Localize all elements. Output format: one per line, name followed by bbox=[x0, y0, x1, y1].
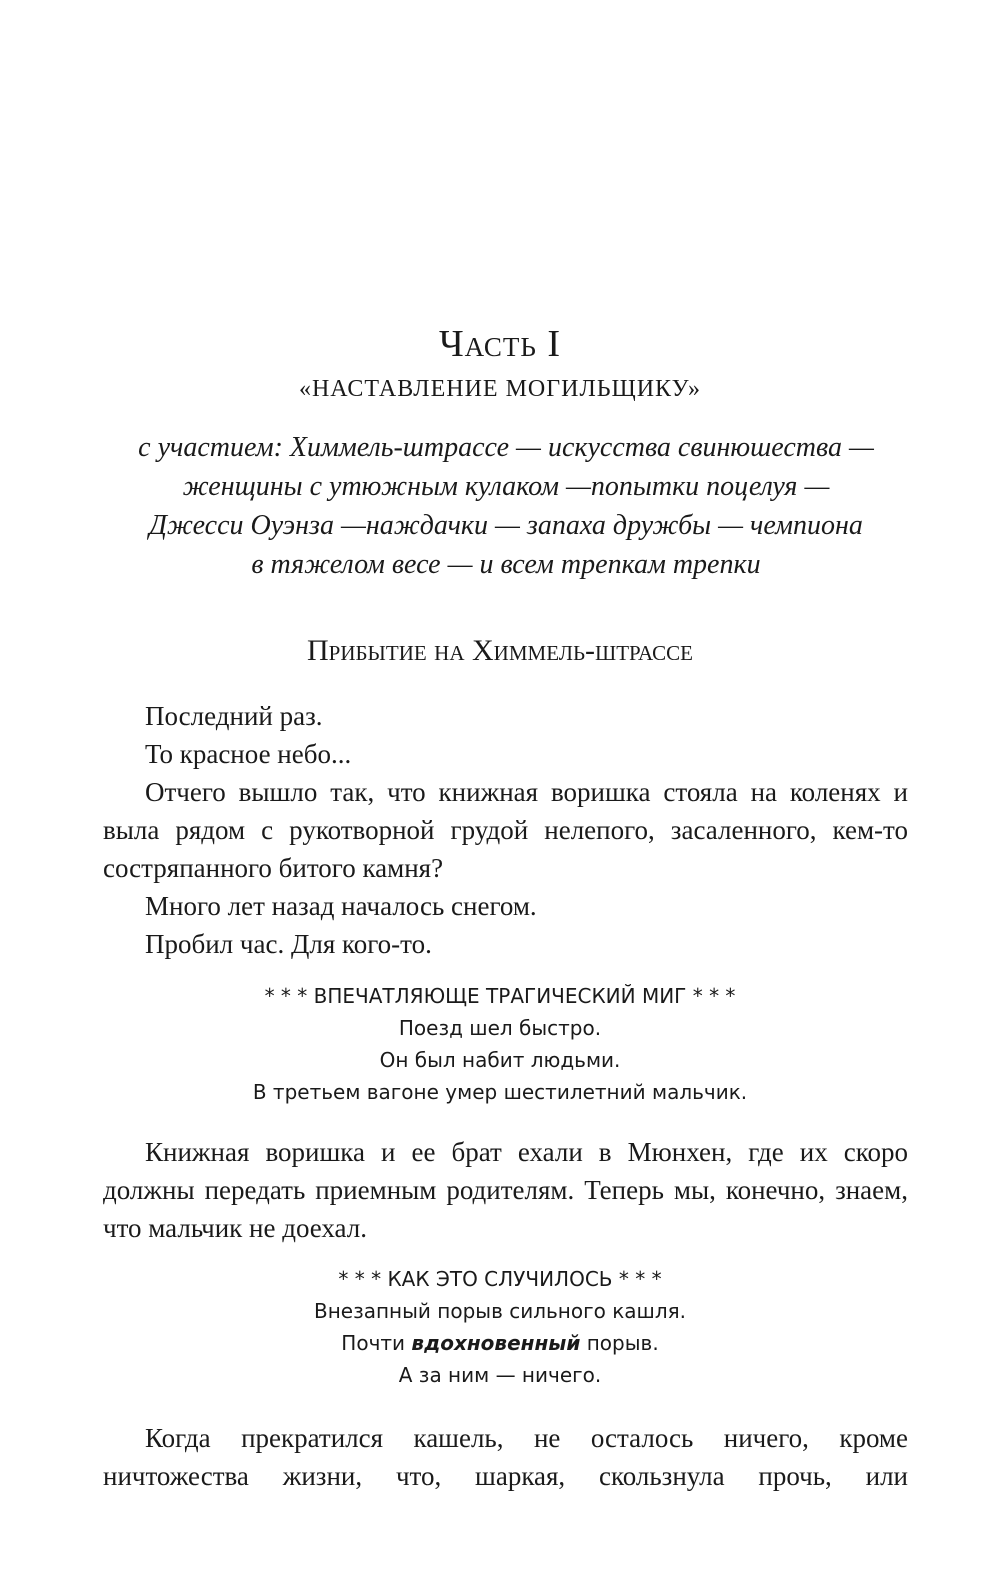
part-title: Часть I bbox=[438, 323, 561, 365]
emphasized-word: вдохновенный bbox=[411, 1331, 581, 1355]
paragraph: Книжная воришка и ее брат ехали в Мюнхен, где их скоро должны передать приемным родителям. Теперь мы, конечно, знаем, что мальчик не доехал. bbox=[103, 1137, 908, 1243]
prose-block-2 bbox=[103, 1133, 908, 1247]
note-line: Он был набит людьми. bbox=[379, 1048, 621, 1072]
paragraph: Последний раз. bbox=[145, 701, 323, 731]
note-line: Поезд шел быстро. bbox=[398, 1016, 602, 1040]
paragraph: Пробил час. Для кого-то. bbox=[145, 929, 432, 959]
note-line: А за ним — ничего. bbox=[398, 1363, 602, 1387]
features-line: в тяжелом весе — и всем трепкам трепки bbox=[251, 549, 761, 580]
note-heading: * * * ВПЕЧАТЛЯЮЩЕ ТРАГИЧЕСКИЙ МИГ * * * bbox=[264, 984, 736, 1008]
note-text: Почти bbox=[341, 1331, 412, 1355]
paragraph: То красное небо... bbox=[145, 739, 352, 769]
note-heading: * * * КАК ЭТО СЛУЧИЛОСЬ * * * bbox=[338, 1267, 662, 1291]
prose-block-3 bbox=[103, 1419, 908, 1495]
features-line: с участием: Химмель-штрассе — искусства свинюшества — bbox=[138, 432, 874, 463]
prose-block-1 bbox=[103, 697, 908, 963]
aside-note-tragic-moment bbox=[0, 980, 1000, 1108]
aside-note-how-it-happened bbox=[0, 1263, 1000, 1391]
paragraph: Отчего вышло так, что книжная воришка стояла на коленях и выла рядом с рукотворной грудой нелепого, засаленного, кем-то состряпанного битого камня? bbox=[103, 777, 908, 883]
part-features bbox=[100, 428, 912, 584]
note-line bbox=[0, 1327, 1000, 1359]
paragraph: Много лет назад началось снегом. bbox=[145, 891, 537, 921]
note-line: Внезапный порыв сильного кашля. bbox=[313, 1299, 687, 1323]
part-subtitle: «НАСТАВЛЕНИЕ МОГИЛЬЩИКУ» bbox=[298, 376, 702, 402]
note-line: В третьем вагоне умер шестилетний мальчик. bbox=[252, 1080, 748, 1104]
features-line: женщины с утюжным кулаком —попытки поцелуя — bbox=[182, 471, 830, 502]
features-line: Джесси Оуэнза —наждачки — запаха дружбы — чемпиона bbox=[149, 510, 863, 541]
paragraph: Когда прекратился кашель, не осталось ничего, кроме ничтожества жизни, что, шаркая, скользнула прочь, или bbox=[103, 1423, 908, 1491]
chapter-title: Прибытие на Химмель-штрассе bbox=[306, 634, 694, 667]
note-text: порыв. bbox=[580, 1331, 659, 1355]
